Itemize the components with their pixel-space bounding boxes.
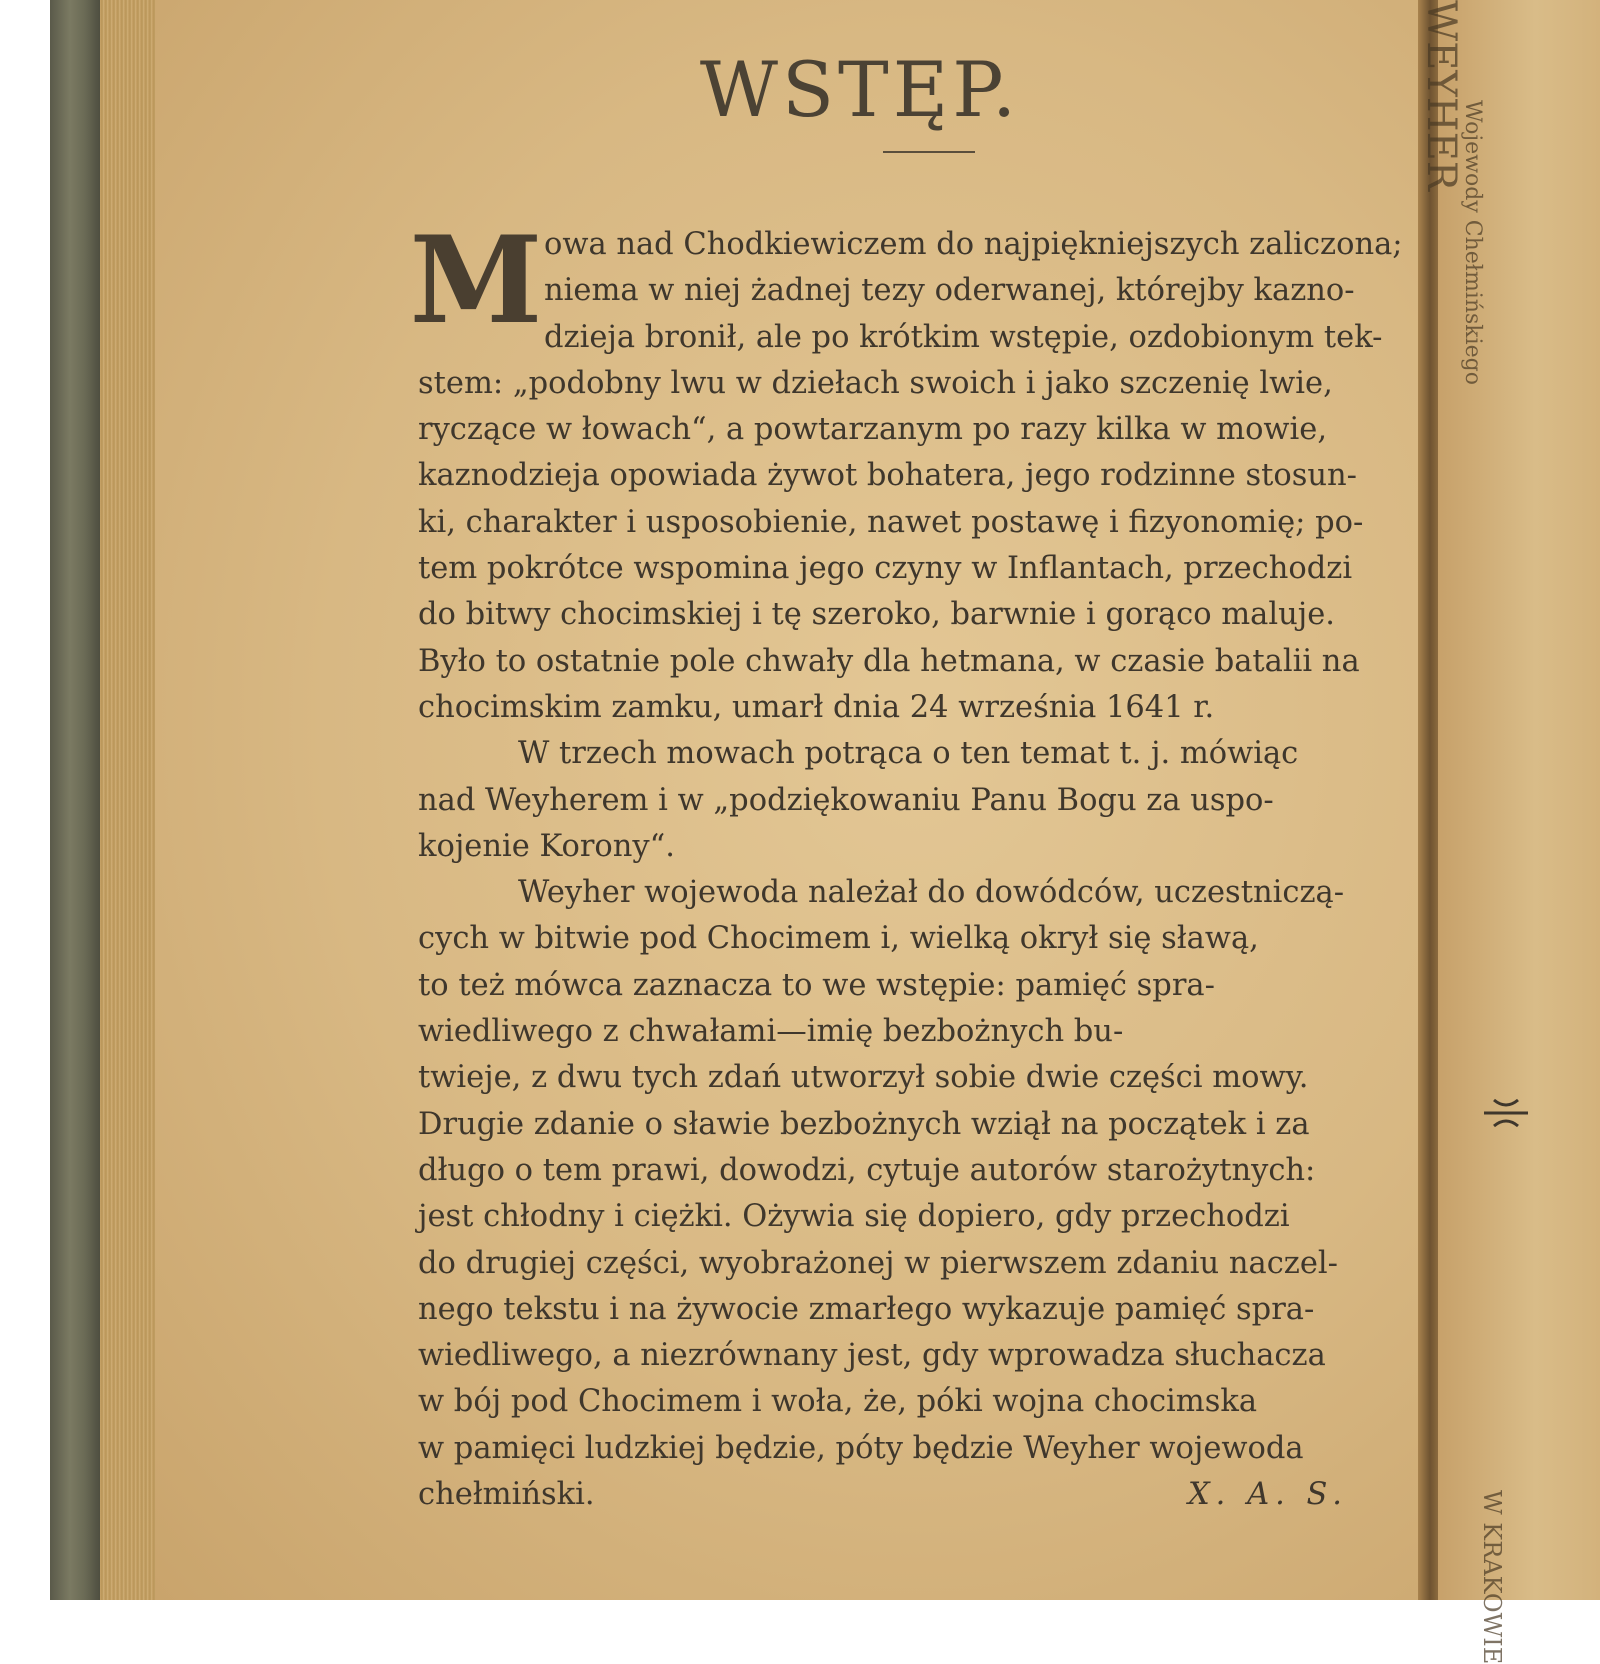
text-line-last [418,1472,1428,1518]
text-line: nad Weyherem i w „podziękowaniu Panu Bogu za uspo- [418,782,1274,818]
text-line: ki, charakter i usposobienie, nawet postawę i fizyonomię; po- [418,504,1364,540]
text-line: nego tekstu i na żywocie zmarłego wykazuje pamięć spra- [418,1291,1315,1327]
text-line: Drugie zdanie o sławie bezbożnych wziął na początek i za [418,1106,1310,1142]
author-signature: X. A. S. [1187,1477,1348,1513]
text-line: to też mówca zaznacza to we wstępie: pamięć spra- [418,967,1215,1003]
text-line: Było to ostatnie pole chwały dla hetmana, w czasie batalii na [418,643,1360,679]
text-line: do drugiej części, wyobrażonej w pierwszem zdaniu naczel- [418,1245,1338,1281]
right-page-text: Wojewody Chełmińskiego [1460,100,1485,386]
book-gutter [1418,0,1438,1600]
text-line: owa nad Chodkiewiczem do najpiękniejszych zaliczona; [544,227,1403,262]
text-line: wiedliwego z chwałami—imię bezbożnych bu- [418,1014,1124,1050]
text-line: kojenie Korony“. [418,828,675,864]
text-line: dzieja bronił, ale po krótkim wstępie, ozdobionym tek- [544,319,1383,355]
right-page [1418,0,1600,1664]
right-page-text: WEYHER [1418,0,1464,191]
text-line: kaznodzieja opowiada żywot bohatera, jego rodzinne stosun- [418,458,1357,494]
page-edges [100,0,155,1600]
text-line: niema w niej żadnej tezy oderwanej, którejby kazno- [544,273,1355,309]
text-line: jest chłodny i ciężki. Ożywia się dopiero, gdy przechodzi [418,1199,1290,1235]
ornament-icon [1476,1088,1536,1138]
right-page-text: W KRAKOWIE [1478,1490,1506,1664]
text-line: chełmiński. [418,1477,595,1513]
text-line: ryczące w łowach“, a powtarzanym po razy kilka w mowie, [418,412,1328,448]
text-line: stem: „podobny lwu w dziełach swoich i jako szczenię lwie, [418,365,1333,401]
text-line: długo o tem prawi, dowodzi, cytuje autorów starożytnych: [418,1152,1316,1188]
text-line: Weyher wojewoda należał do dowódców, uczestniczą- [518,875,1345,911]
text-line: twieje, z dwu tych zdań utworzył sobie dwie części mowy. [418,1060,1309,1096]
text-line: do bitwy chocimskiej i tę szeroko, barwnie i gorąco maluje. [418,597,1335,633]
title-divider [883,151,975,153]
body-text [409,210,1428,1518]
text-line: cych w bitwie pod Chocimem i, wielką okrył się sławą, [418,921,1259,957]
drop-cap [409,210,543,351]
text-line: w bój pod Chocimem i woła, że, póki wojna chocimska [418,1384,1258,1420]
page-title: WSTĘP. [699,45,1021,134]
drop-cap-letter: M [409,210,543,351]
text-line: w pamięci ludzkiej będzie, póty będzie Weyher wojewoda [418,1430,1304,1466]
text-line: tem pokrótce wspomina jego czyny w Inflantach, przechodzi [418,551,1353,587]
text-line: W trzech mowach potrąca o ten temat t. j. mówiąc [518,736,1299,772]
text-line: chocimskim zamku, umarł dnia 24 września 1641 r. [418,689,1215,725]
text-line: wiedliwego, a niezrównany jest, gdy wprowadza słuchacza [418,1338,1326,1374]
book-cover-edge [50,0,100,1600]
